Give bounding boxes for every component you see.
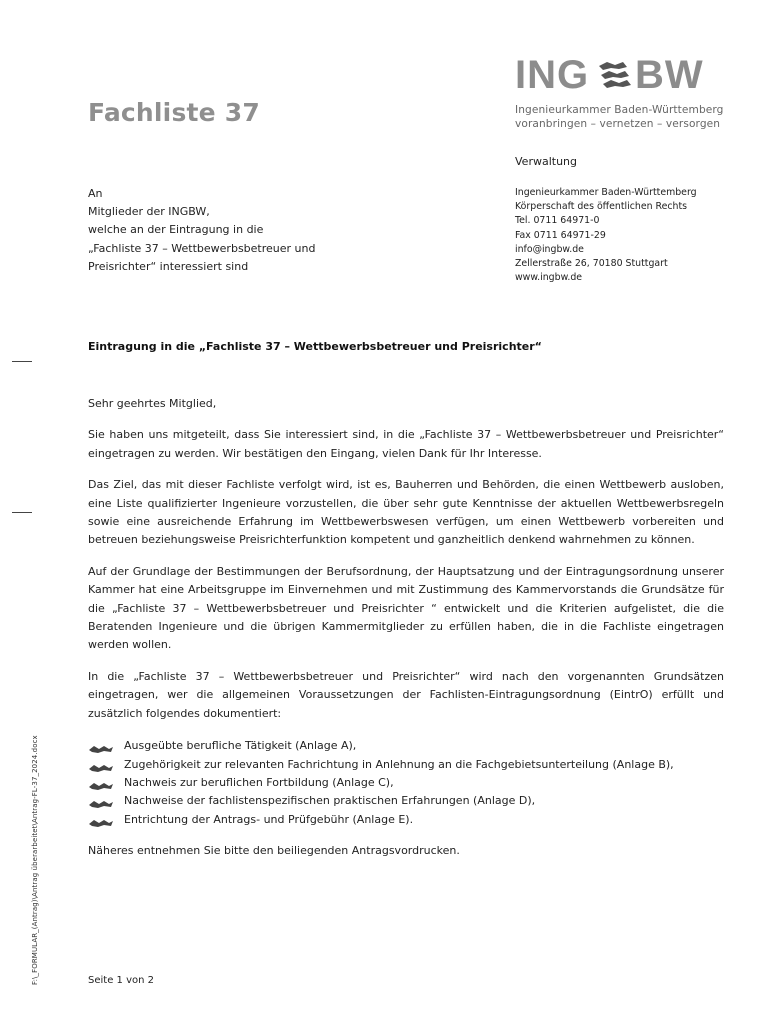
recipient-line: „Fachliste 37 – Wettbewerbsbetreuer und <box>88 241 316 255</box>
recipient-line: Preisrichter“ interessiert sind <box>88 259 249 273</box>
logo-text-left: ING <box>515 54 590 94</box>
paragraph: Das Ziel, das mit dieser Fachliste verfolgt wird, ist es, Bauherren und Behörden, die einen Wettbewerb ausloben, eine Liste qualifizierter Ingenieure vorzustellen, die über sehr gute Kenntnisse der aktuellen Wettbewerbsregeln sowie eine ausreichende Erfahrung im Wettbewerbswesen verfügen, um einen Wettbewerb vorbereiten und betreuen beziehungsweise Preisrichterfunktion kompetent und ganzheitlich denkend wahrnehmen zu können. <box>88 478 724 547</box>
requirements-list <box>88 737 724 829</box>
sender-email-link[interactable]: info@ingbw.de <box>515 243 584 255</box>
list-item <box>88 811 724 829</box>
paragraph: Auf der Grundlage der Bestimmungen der Berufsordnung, der Hauptsatzung und der Eintragungsordnung unserer Kammer hat eine Arbeitsgruppe im Einvernehmen und mit Zustimmung des Kammervorstands die Grundsätze für die „Fachliste 37 – Wettbewerbsbetreuer und Preisrichter “ entwickelt und die Kriterien aufgelistet, die die Beratenden Ingenieure und die übrigen Kammermitglieder zu erfüllen haben, die in die Fachliste eingetragen werden wollen. <box>88 564 724 652</box>
page-number: Seite 1 von 2 <box>88 975 154 986</box>
document-title: Fachliste 37 <box>88 98 260 127</box>
list-item <box>88 792 724 810</box>
recipient-line: An <box>88 187 103 200</box>
paragraph: In die „Fachliste 37 – Wettbewerbsbetreuer und Preisrichter“ wird nach den vorgenannten Grundsätzen eingetragen, wer die allgemeinen Voraussetzungen der Fachlisten-Eintragungsordnung (EintrO) erfüllt und zusätzlich folgendes dokumentiert: <box>88 669 724 720</box>
list-item-text: Ausgeübte berufliche Tätigkeit (Anlage A), <box>124 739 357 753</box>
organization-name: Ingenieurkammer Baden-Württemberg <box>515 104 724 116</box>
closing-paragraph: Näheres entnehmen Sie bitte den beiliegenden Antragsvordrucken. <box>88 844 460 858</box>
sender-line: Körperschaft des öffentlichen Rechts <box>515 201 688 213</box>
list-item-text: Entrichtung der Antrags- und Prüfgebühr (Anlage E). <box>124 812 414 826</box>
lions-emblem-icon <box>599 62 631 88</box>
logo-text-right: BW <box>635 54 704 94</box>
fold-mark <box>12 361 32 362</box>
list-item <box>88 774 724 792</box>
file-path-margin-text: F:\_FORMULAR_(Antrag)\Antrag überarbeitet\Antrag-FL-37_2024.docx <box>31 735 39 985</box>
recipient-line: Mitglieder der INGBW, <box>88 205 210 219</box>
sender-contact-block <box>515 186 697 285</box>
list-item-text: Nachweis zur beruflichen Fortbildung (Anlage C), <box>124 775 394 789</box>
sender-phone: Tel. 0711 64971-0 <box>515 215 600 227</box>
letter-subject: Eintragung in die „Fachliste 37 – Wettbewerbsbetreuer und Preisrichter“ <box>88 340 542 353</box>
department-label: Verwaltung <box>515 155 577 168</box>
sender-address: Zellerstraße 26, 70180 Stuttgart <box>515 258 668 270</box>
list-item-text: Zugehörigkeit zur relevanten Fachrichtung in Anlehnung an die Fachgebietsunterteilung (Anlage B), <box>124 757 674 771</box>
lion-bullet-icon <box>88 816 114 834</box>
fold-mark <box>12 512 32 513</box>
sender-line: Ingenieurkammer Baden-Württemberg <box>515 187 697 198</box>
recipient-line: welche an der Eintragung in die <box>88 223 264 237</box>
sender-fax: Fax 0711 64971-29 <box>515 229 606 241</box>
salutation: Sehr geehrtes Mitglied, <box>88 397 217 410</box>
ingbw-logo <box>515 54 720 98</box>
organization-slogan: voranbringen – vernetzen – versorgen <box>515 118 721 130</box>
paragraph: Sie haben uns mitgeteilt, dass Sie interessiert sind, in die „Fachliste 37 – Wettbewerbsbetreuer und Preisrichter“ eingetragen zu werden. Wir bestätigen den Eingang, vielen Dank für Ihr Interesse. <box>88 428 724 460</box>
recipient-address <box>88 185 315 276</box>
list-item-text: Nachweise der fachlistenspezifischen praktischen Erfahrungen (Anlage D), <box>124 794 536 808</box>
ingbw-logo-svg <box>515 54 720 94</box>
organization-block <box>515 103 724 131</box>
list-item <box>88 737 724 755</box>
list-item <box>88 756 724 774</box>
sender-website-link[interactable]: www.ingbw.de <box>515 272 583 284</box>
letter-body <box>88 395 724 874</box>
